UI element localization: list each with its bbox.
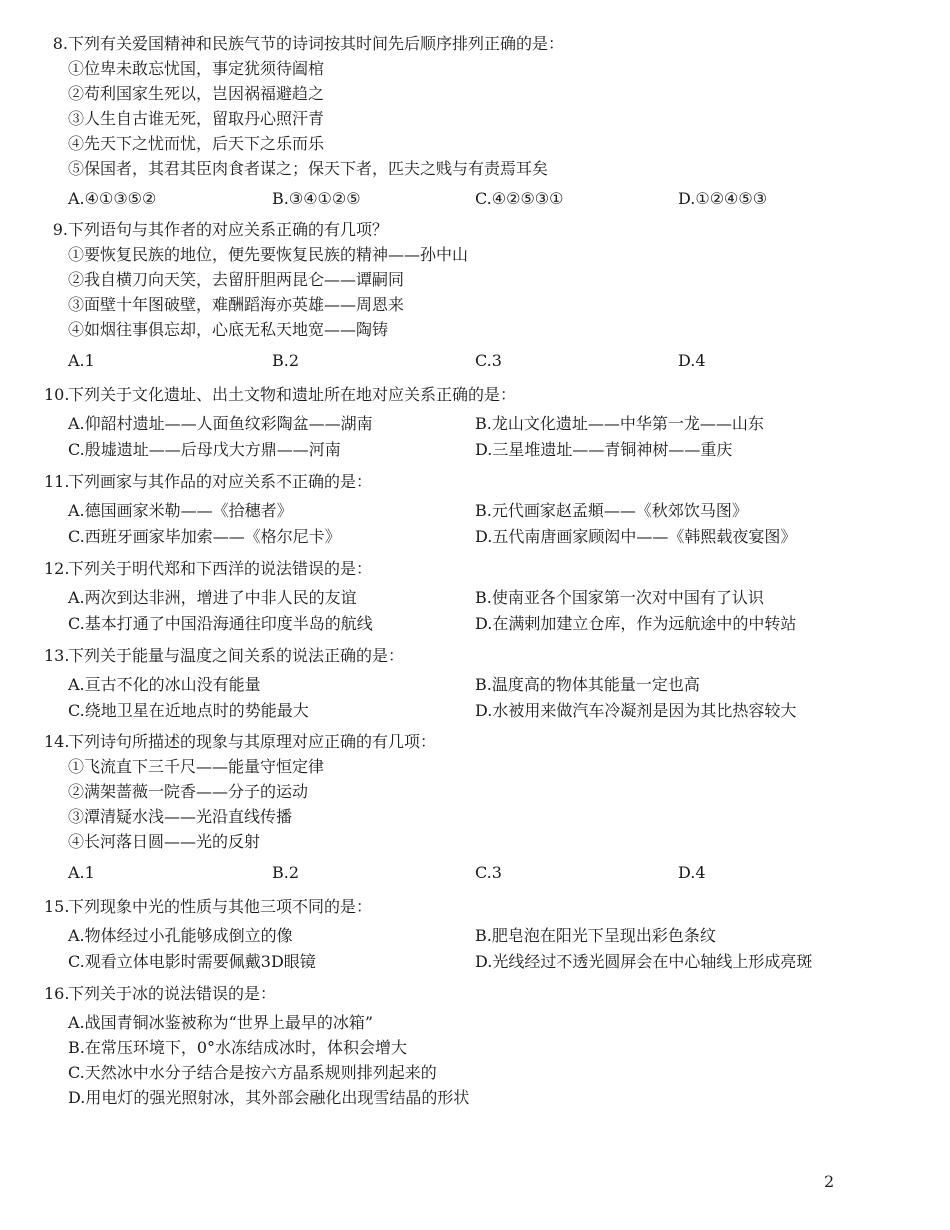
option-b: B.2 xyxy=(272,351,300,370)
question-stem: 10.下列关于文化遗址、出土文物和遗址所在地对应关系正确的是： xyxy=(44,385,517,404)
option-d: D.水被用来做汽车冷凝剂是因为其比热容较大 xyxy=(475,701,797,720)
question-stem: 12.下列关于明代郑和下西洋的说法错误的是： xyxy=(44,559,373,578)
statement-item: ①飞流直下三千尺——能量守恒定律 xyxy=(68,757,325,776)
statement-item: ③面壁十年图破壁，难酬蹈海亦英雄——周恩来 xyxy=(68,295,405,314)
option-b: B.在常压环境下，0°水冻结成冰时，体积会增大 xyxy=(68,1038,408,1057)
option-a: A.德国画家米勒——《拾穗者》 xyxy=(68,501,293,520)
option-c: C.④②⑤③① xyxy=(475,189,564,208)
option-c: C.观看立体电影时需要佩戴3D眼镜 xyxy=(68,952,316,971)
option-b: B.肥皂泡在阳光下呈现出彩色条纹 xyxy=(475,926,716,945)
statement-item: ①要恢复民族的地位，便先要恢复民族的精神——孙中山 xyxy=(68,245,469,264)
question-stem: 8.下列有关爱国精神和民族气节的诗词按其时间先后顺序排列正确的是： xyxy=(52,34,565,53)
statement-item: ④长河落日圆——光的反射 xyxy=(68,832,261,851)
statement-item: ②我自横刀向天笑，去留肝胆两昆仑——谭嗣同 xyxy=(68,270,405,289)
option-c: C.殷墟遗址——后母戊大方鼎——河南 xyxy=(68,440,341,459)
option-b: B.元代画家赵孟頫——《秋郊饮马图》 xyxy=(475,501,748,520)
question-stem: 13.下列关于能量与温度之间关系的说法正确的是： xyxy=(44,646,405,665)
question-stem: 16.下列关于冰的说法错误的是： xyxy=(44,984,277,1003)
option-a: A.④①③⑤② xyxy=(68,189,157,208)
option-a: A.战国青铜冰鉴被称为“世界上最早的冰箱” xyxy=(68,1013,374,1032)
option-d: D.光线经过不透光圆屏会在中心轴线上形成亮斑 xyxy=(475,952,813,971)
option-c: C.绕地卫星在近地点时的势能最大 xyxy=(68,701,309,720)
page-number: 2 xyxy=(824,1172,835,1191)
question-stem: 9.下列语句与其作者的对应关系正确的有几项？ xyxy=(52,220,389,239)
option-c: C.基本打通了中国沿海通往印度半岛的航线 xyxy=(68,614,373,633)
option-d: D.用电灯的强光照射冰，其外部会融化出现雪结晶的形状 xyxy=(68,1088,470,1107)
option-d: D.五代南唐画家顾闳中——《韩熙载夜宴图》 xyxy=(475,527,797,546)
option-b: B.2 xyxy=(272,863,300,882)
option-a: A.物体经过小孔能够成倒立的像 xyxy=(68,926,293,945)
option-a: A.两次到达非洲，增进了中非人民的友谊 xyxy=(68,588,357,607)
option-b: B.③④①②⑤ xyxy=(272,189,361,208)
option-c: C.3 xyxy=(475,863,502,882)
option-b: B.龙山文化遗址——中华第一龙——山东 xyxy=(475,414,764,433)
statement-item: ⑤保国者，其君其臣肉食者谋之；保天下者，匹夫之贱与有责焉耳矣 xyxy=(68,159,549,178)
option-c: C.天然冰中水分子结合是按六方晶系规则排列起来的 xyxy=(68,1063,437,1082)
statement-item: ④如烟往事俱忘却，心底无私天地宽——陶铸 xyxy=(68,320,389,339)
option-d: D.4 xyxy=(678,351,706,370)
option-d: D.在满剌加建立仓库，作为远航途中的中转站 xyxy=(475,614,797,633)
question-stem: 15.下列现象中光的性质与其他三项不同的是： xyxy=(44,897,373,916)
option-d: D.4 xyxy=(678,863,706,882)
statement-item: ②满架蔷薇一院香——分子的运动 xyxy=(68,782,309,801)
question-stem: 11.下列画家与其作品的对应关系不正确的是： xyxy=(44,472,373,491)
option-c: C.西班牙画家毕加索——《格尔尼卡》 xyxy=(68,527,341,546)
statement-item: ②苟利国家生死以，岂因祸福避趋之 xyxy=(68,84,325,103)
option-a: A.仰韶村遗址——人面鱼纹彩陶盆——湖南 xyxy=(68,414,373,433)
option-c: C.3 xyxy=(475,351,502,370)
statement-item: ④先天下之忧而忧，后天下之乐而乐 xyxy=(68,134,325,153)
option-a: A.亘古不化的冰山没有能量 xyxy=(68,675,261,694)
statement-item: ③潭清疑水浅——光沿直线传播 xyxy=(68,807,293,826)
option-d: D.①②④⑤③ xyxy=(678,189,768,208)
option-a: A.1 xyxy=(68,863,95,882)
option-b: B.温度高的物体其能量一定也高 xyxy=(475,675,700,694)
statement-item: ③人生自古谁无死，留取丹心照汗青 xyxy=(68,109,325,128)
question-stem: 14.下列诗句所描述的现象与其原理对应正确的有几项： xyxy=(44,732,437,751)
option-a: A.1 xyxy=(68,351,95,370)
option-b: B.使南亚各个国家第一次对中国有了认识 xyxy=(475,588,764,607)
option-d: D.三星堆遗址——青铜神树——重庆 xyxy=(475,440,733,459)
statement-item: ①位卑未敢忘忧国，事定犹须待阖棺 xyxy=(68,59,325,78)
